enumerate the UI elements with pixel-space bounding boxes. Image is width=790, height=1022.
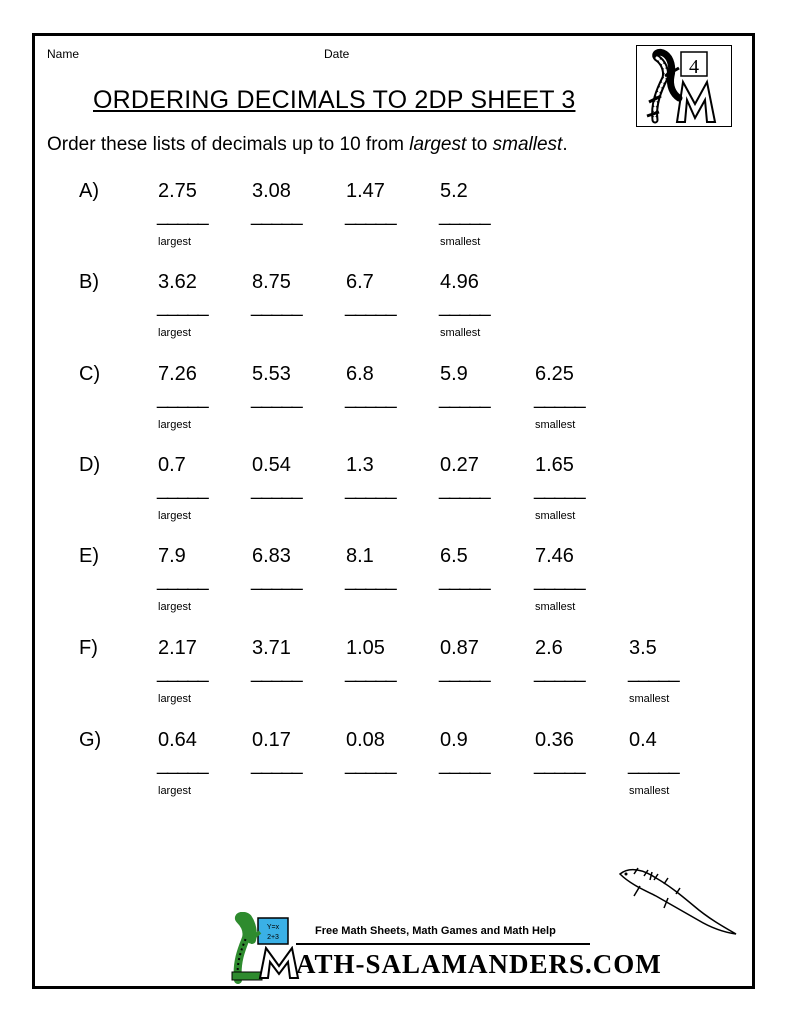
answer-blank[interactable]: _____ — [345, 295, 396, 317]
footer-tagline: Free Math Sheets, Math Games and Math Help — [315, 925, 556, 937]
salamander-logo — [636, 45, 732, 127]
decimal-value: 8.75 — [252, 271, 291, 293]
decimal-value: 1.3 — [346, 454, 374, 476]
decimal-value: 5.53 — [252, 363, 291, 385]
decimal-value: 6.25 — [535, 363, 574, 385]
page-title: ORDERING DECIMALS TO 2DP SHEET 3 — [93, 86, 576, 114]
problem-row — [0, 363, 790, 443]
problem-row — [0, 729, 790, 809]
problem-row — [0, 180, 790, 260]
smallest-label: smallest — [535, 510, 576, 522]
problem-letter: C) — [79, 363, 101, 385]
instructions: Order these lists of decimals up to 10 from largest to smallest. — [47, 134, 568, 155]
answer-blank[interactable]: _____ — [345, 387, 396, 409]
answer-blank[interactable]: _____ — [628, 661, 679, 683]
svg-text:Y=x: Y=x — [266, 924, 280, 931]
decimal-value: 0.08 — [346, 729, 385, 751]
problem-letter: B) — [79, 271, 99, 293]
largest-label: largest — [158, 601, 192, 613]
answer-blank[interactable]: _____ — [439, 478, 490, 500]
answer-blank[interactable]: _____ — [345, 661, 396, 683]
decimal-value: 0.36 — [535, 729, 574, 751]
answer-blank[interactable]: _____ — [251, 569, 302, 591]
decimal-value: 0.54 — [252, 454, 291, 476]
answer-blank[interactable]: _____ — [439, 387, 490, 409]
footer-divider — [296, 943, 590, 945]
decimal-value: 0.9 — [440, 729, 468, 751]
decimal-value: 0.7 — [158, 454, 186, 476]
name-label: Name — [47, 47, 80, 61]
decimal-value: 6.5 — [440, 545, 468, 567]
decimal-value: 5.9 — [440, 363, 468, 385]
largest-label: largest — [158, 236, 192, 248]
decimal-value: 6.7 — [346, 271, 374, 293]
problem-row — [0, 637, 790, 717]
decimal-value: 3.62 — [158, 271, 197, 293]
answer-blank[interactable]: _____ — [439, 753, 490, 775]
decimal-value: 5.2 — [440, 180, 468, 202]
answer-blank[interactable]: _____ — [534, 661, 585, 683]
answer-blank[interactable]: _____ — [157, 661, 208, 683]
decimal-value: 0.64 — [158, 729, 197, 751]
logo-number: 4 — [689, 56, 699, 78]
answer-blank[interactable]: _____ — [345, 569, 396, 591]
decimal-value: 4.96 — [440, 271, 479, 293]
answer-blank[interactable]: _____ — [439, 295, 490, 317]
problem-letter: G) — [79, 729, 102, 751]
decimal-value: 6.83 — [252, 545, 291, 567]
problem-row — [0, 545, 790, 625]
decimal-value: 1.65 — [535, 454, 574, 476]
answer-blank[interactable]: _____ — [157, 295, 208, 317]
largest-label: largest — [158, 693, 192, 705]
decimal-value: 2.6 — [535, 637, 563, 659]
answer-blank[interactable]: _____ — [345, 204, 396, 226]
answer-blank[interactable]: _____ — [534, 753, 585, 775]
problem-letter: A) — [79, 180, 99, 202]
decimal-value: 6.8 — [346, 363, 374, 385]
answer-blank[interactable]: _____ — [251, 295, 302, 317]
problem-letter: F) — [79, 637, 98, 659]
decimal-value: 0.87 — [440, 637, 479, 659]
answer-blank[interactable]: _____ — [157, 569, 208, 591]
problem-letter: E) — [79, 545, 99, 567]
answer-blank[interactable]: _____ — [345, 753, 396, 775]
decimal-value: 0.17 — [252, 729, 291, 751]
smallest-label: smallest — [535, 419, 576, 431]
decimal-value: 0.4 — [629, 729, 657, 751]
answer-blank[interactable]: _____ — [251, 478, 302, 500]
largest-label: largest — [158, 510, 192, 522]
decimal-value: 3.08 — [252, 180, 291, 202]
decimal-value: 2.75 — [158, 180, 197, 202]
decimal-value: 3.71 — [252, 637, 291, 659]
decimal-value: 0.27 — [440, 454, 479, 476]
salamander-drawing — [610, 862, 740, 942]
smallest-label: smallest — [440, 327, 481, 339]
smallest-label: smallest — [535, 601, 576, 613]
answer-blank[interactable]: _____ — [157, 387, 208, 409]
answer-blank[interactable]: _____ — [439, 204, 490, 226]
decimal-value: 3.5 — [629, 637, 657, 659]
answer-blank[interactable]: _____ — [251, 204, 302, 226]
problem-row — [0, 454, 790, 534]
answer-blank[interactable]: _____ — [157, 204, 208, 226]
problem-letter: D) — [79, 454, 101, 476]
answer-blank[interactable]: _____ — [251, 661, 302, 683]
answer-blank[interactable]: _____ — [534, 569, 585, 591]
answer-blank[interactable]: _____ — [157, 478, 208, 500]
brand-m-letter — [258, 946, 300, 980]
problem-row — [0, 271, 790, 351]
answer-blank[interactable]: _____ — [251, 753, 302, 775]
answer-blank[interactable]: _____ — [439, 661, 490, 683]
svg-text:2+3: 2+3 — [267, 934, 279, 941]
answer-blank[interactable]: _____ — [157, 753, 208, 775]
answer-blank[interactable]: _____ — [628, 753, 679, 775]
decimal-value: 7.46 — [535, 545, 574, 567]
smallest-label: smallest — [629, 785, 670, 797]
decimal-value: 2.17 — [158, 637, 197, 659]
decimal-value: 1.47 — [346, 180, 385, 202]
decimal-value: 7.26 — [158, 363, 197, 385]
smallest-label: smallest — [629, 693, 670, 705]
answer-blank[interactable]: _____ — [439, 569, 490, 591]
largest-label: largest — [158, 419, 192, 431]
answer-blank[interactable]: _____ — [251, 387, 302, 409]
largest-label: largest — [158, 785, 192, 797]
decimal-value: 7.9 — [158, 545, 186, 567]
date-label: Date — [324, 47, 350, 61]
answer-blank[interactable]: _____ — [534, 387, 585, 409]
smallest-label: smallest — [440, 236, 481, 248]
largest-label: largest — [158, 327, 192, 339]
footer-brand: ATH-SALAMANDERS.COM — [296, 949, 662, 979]
answer-blank[interactable]: _____ — [345, 478, 396, 500]
decimal-value: 8.1 — [346, 545, 374, 567]
decimal-value: 1.05 — [346, 637, 385, 659]
answer-blank[interactable]: _____ — [534, 478, 585, 500]
